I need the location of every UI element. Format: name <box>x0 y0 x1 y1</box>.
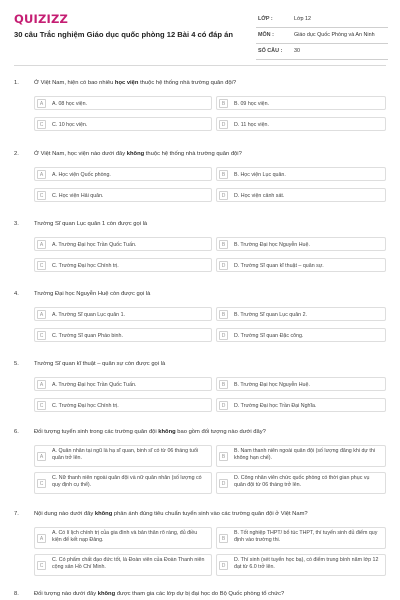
option-letter-box: C <box>37 331 46 340</box>
meta-label: LỚP : <box>258 16 273 22</box>
header-divider <box>14 65 386 66</box>
option-letter-box: C <box>37 261 46 270</box>
answer-option-d[interactable] <box>216 328 386 342</box>
answer-option-a[interactable] <box>34 377 212 391</box>
option-letter-box: B <box>219 534 228 543</box>
option-letter-box: D <box>219 120 228 129</box>
answer-option-a[interactable] <box>34 96 212 110</box>
answer-option-b[interactable] <box>216 377 386 391</box>
answer-option-a[interactable] <box>34 167 212 181</box>
answer-option-b[interactable] <box>216 445 386 467</box>
question-text: Đối tượng tuyển sinh trong các trường quân đội không bao gồm đối tượng nào dưới đây? <box>34 429 266 435</box>
option-text: C. Nữ thanh niên ngoài quân đội và nữ quân nhân (số lượng có quy định cụ thể). <box>52 475 202 488</box>
option-text: C. Học viện Hải quân. <box>52 193 104 199</box>
option-text: D. Trường Đại học Trần Đại Nghĩa. <box>234 403 317 409</box>
answer-option-a[interactable] <box>34 307 212 321</box>
answer-option-b[interactable] <box>216 307 386 321</box>
question-text: Đối tượng nào dưới đây không được tham gia các lớp dự bị đại học do Bộ Quốc phòng tổ chức? <box>34 591 285 597</box>
option-text: A. Có lí lịch chính trị của gia đình và bản thân rõ ràng, đủ điều kiện để kết nạp Đảng. <box>52 530 198 543</box>
meta-label: MÔN : <box>258 32 274 38</box>
answer-option-d[interactable] <box>216 258 386 272</box>
option-text: A. Quân nhân tại ngũ là hạ sĩ quan, binh sĩ có từ 06 tháng tuổi quân trở lên. <box>52 448 199 461</box>
quizizz-logo: QUIZIZZ <box>14 12 69 26</box>
option-letter-box: C <box>37 120 46 129</box>
answer-option-a[interactable] <box>34 237 212 251</box>
answer-option-b[interactable] <box>216 527 386 549</box>
answer-option-c[interactable] <box>34 188 212 202</box>
answer-option-a[interactable] <box>34 445 212 467</box>
option-letter-box: D <box>219 479 228 488</box>
option-text: D. Trường Sĩ quan Đặc công. <box>234 333 304 339</box>
option-letter-box: B <box>219 380 228 389</box>
meta-row-class <box>256 12 388 28</box>
option-text: A. Trường Đại học Trần Quốc Tuấn. <box>52 242 137 248</box>
question-text: Ở Việt Nam, học viện nào dưới đây không thuộc hệ thống nhà trường quân đội? <box>34 151 242 157</box>
option-letter-box: B <box>219 452 228 461</box>
answer-option-c[interactable] <box>34 554 212 576</box>
option-text: B. Trường Sĩ quan Lục quân 2. <box>234 312 307 318</box>
option-text: A. Trường Đại học Trần Quốc Tuấn. <box>52 382 137 388</box>
question-number: 2. <box>14 151 19 157</box>
option-letter-box: B <box>219 99 228 108</box>
option-text: C. Có phẩm chất đạo đức tốt, là Đoàn viên của Đoàn Thanh niên cộng sản Hồ Chí Minh. <box>52 557 205 570</box>
question-number: 6. <box>14 429 19 435</box>
question-emphasis: không <box>126 151 145 157</box>
answer-option-d[interactable] <box>216 398 386 412</box>
meta-value: Lớp 12 <box>294 16 312 22</box>
question-number: 4. <box>14 291 19 297</box>
answer-option-d[interactable] <box>216 472 386 494</box>
meta-row-subject <box>256 28 388 44</box>
meta-value: 30 <box>294 48 300 54</box>
option-text: D. Công nhân viên chức quốc phòng có thời gian phục vụ quân đội từ 06 tháng trở lên. <box>234 475 370 488</box>
question-emphasis: không <box>158 429 176 435</box>
option-letter-box: D <box>219 261 228 270</box>
option-text: B. Học viện Lục quân. <box>234 172 286 178</box>
option-letter-box: D <box>219 401 228 410</box>
meta-label: SỐ CÂU : <box>258 48 283 54</box>
option-letter-box: D <box>219 331 228 340</box>
answer-option-b[interactable] <box>216 237 386 251</box>
option-text: B. Tốt nghiệp THPT/ bổ túc THPT, thí tuyển sinh đủ điểm quy định vào trường thi. <box>234 530 378 543</box>
option-text: D. Học viện cảnh sát. <box>234 193 285 199</box>
option-text: B. 09 học viện. <box>234 101 270 107</box>
option-letter-box: A <box>37 240 46 249</box>
option-text: C. Trường Đại học Chính trị. <box>52 263 119 269</box>
meta-table <box>256 12 388 60</box>
meta-row-count <box>256 44 388 60</box>
question-number: 3. <box>14 221 19 227</box>
option-letter-box: A <box>37 310 46 319</box>
option-text: B. Trường Đại học Nguyễn Huệ. <box>234 382 310 388</box>
question-text: Trường Đại học Nguyễn Huệ còn được gọi là <box>34 291 151 297</box>
option-letter-box: C <box>37 479 46 488</box>
question-text: Nội dung nào dưới đây không phản ánh đúng tiêu chuẩn tuyển sinh vào các trường quân đội ở Việt Nam? <box>34 511 308 517</box>
question-number: 8. <box>14 591 19 597</box>
option-letter-box: A <box>37 99 46 108</box>
option-text: D. Thí sinh (xét tuyển học bạ), có điểm trung bình năm lớp 12 đạt từ 6.0 trở lên. <box>234 557 379 570</box>
option-letter-box: C <box>37 191 46 200</box>
document-title: 30 câu Trắc nghiệm Giáo dục quốc phòng 12 Bài 4 có đáp án <box>14 30 234 39</box>
option-letter-box: A <box>37 380 46 389</box>
question-number: 7. <box>14 511 19 517</box>
question-text: Trường Sĩ quan kĩ thuật – quân sự còn được gọi là <box>34 361 166 367</box>
option-letter-box: D <box>219 561 228 570</box>
answer-option-d[interactable] <box>216 554 386 576</box>
option-letter-box: A <box>37 452 46 461</box>
answer-option-c[interactable] <box>34 117 212 131</box>
answer-option-d[interactable] <box>216 188 386 202</box>
option-letter-box: A <box>37 534 46 543</box>
option-letter-box: B <box>219 310 228 319</box>
question-text: Ở Việt Nam, hiện có bao nhiêu học viện thuộc hệ thống nhà trường quân đội? <box>34 80 237 86</box>
question-emphasis: không <box>94 511 113 517</box>
option-letter-box: A <box>37 170 46 179</box>
option-text: A. Trường Sĩ quan Lục quân 1. <box>52 312 125 318</box>
question-number: 1. <box>14 80 19 86</box>
meta-value: Giáo dục Quốc Phòng và An Ninh <box>294 32 375 38</box>
option-text: B. Trường Đại học Nguyễn Huệ. <box>234 242 310 248</box>
answer-option-b[interactable] <box>216 167 386 181</box>
answer-option-c[interactable] <box>34 328 212 342</box>
question-emphasis: không <box>97 591 116 597</box>
option-text: C. Trường Đại học Chính trị. <box>52 403 119 409</box>
option-text: A. Học viện Quốc phòng. <box>52 172 111 178</box>
option-letter-box: D <box>219 191 228 200</box>
answer-option-a[interactable] <box>34 527 212 549</box>
question-number: 5. <box>14 361 19 367</box>
option-text: C. Trường Sĩ quan Pháo binh. <box>52 333 123 339</box>
option-text: A. 08 học viện. <box>52 101 88 107</box>
option-text: B. Nam thanh niên ngoài quân đội (số lượng đăng khi dự thi không hạn chế). <box>234 448 376 461</box>
option-letter-box: B <box>219 240 228 249</box>
option-text: C. 10 học viện. <box>52 122 88 128</box>
answer-option-c[interactable] <box>34 398 212 412</box>
option-letter-box: B <box>219 170 228 179</box>
option-letter-box: C <box>37 401 46 410</box>
option-text: D. 11 học viện. <box>234 122 269 128</box>
answer-option-b[interactable] <box>216 96 386 110</box>
answer-option-c[interactable] <box>34 258 212 272</box>
answer-option-d[interactable] <box>216 117 386 131</box>
question-text: Trường Sĩ quan Lục quân 1 còn được gọi là <box>34 221 148 227</box>
question-emphasis: học viện <box>114 80 139 86</box>
option-letter-box: C <box>37 561 46 570</box>
option-text: D. Trường Sĩ quan kĩ thuật – quân sự. <box>234 263 324 269</box>
answer-option-c[interactable] <box>34 472 212 494</box>
